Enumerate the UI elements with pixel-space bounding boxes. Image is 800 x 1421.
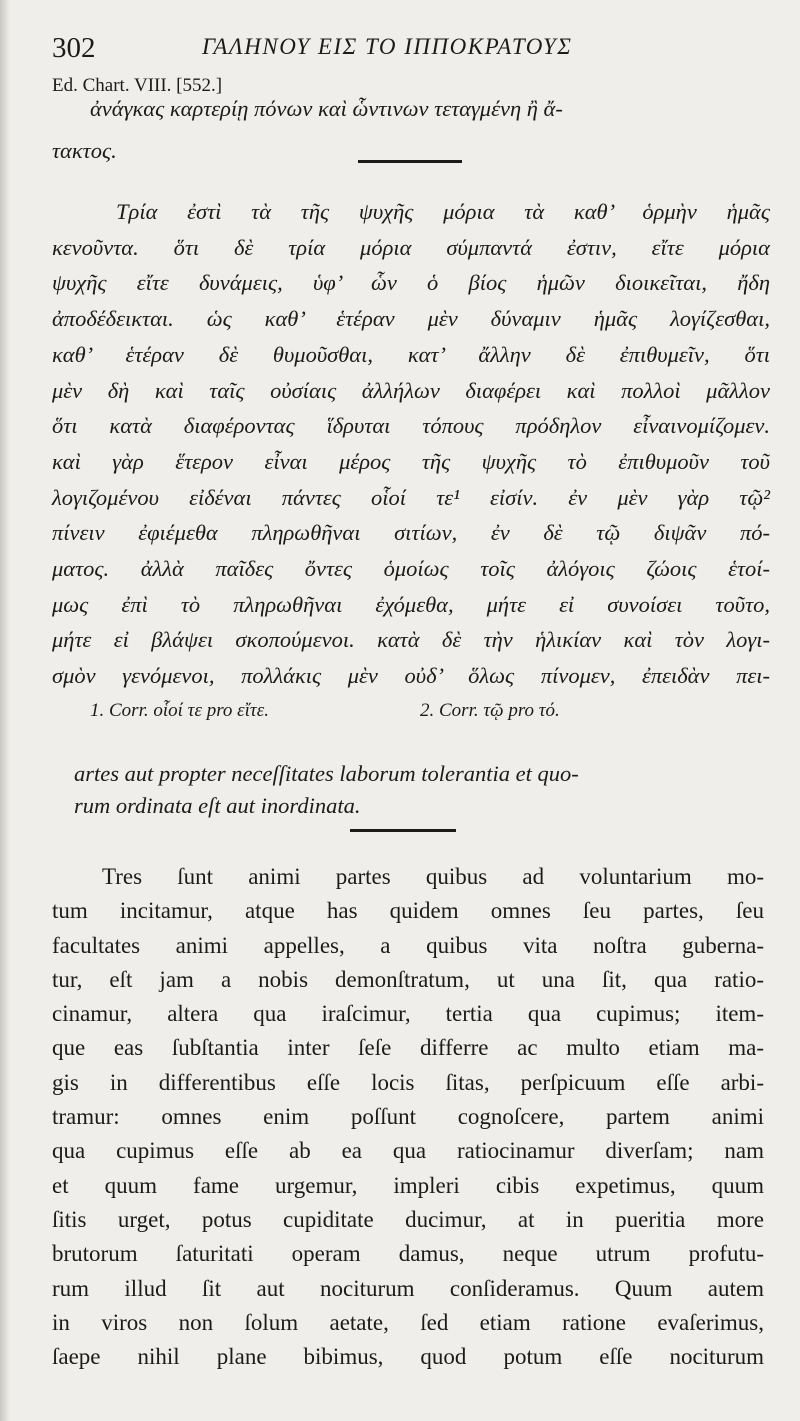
- greek-line: ψυχῆς εἴτε δυνάμεις, ὑφ’ ὧν ὁ βίος ἡμῶν διοικεῖται, ἤδη: [52, 270, 770, 296]
- page-edge-shadow: [0, 0, 10, 1421]
- greek-line: σμὸν γενόμενοι, πολλάκις μὲν οὐδ’ ὅλως πίνομεν, ἐπειδὰν πει-: [52, 663, 770, 689]
- greek-line: μως ἐπὶ τὸ πληρωθῆναι ἐχόμεθα, μήτε εἰ συνοίσει τοῦτο,: [52, 591, 770, 617]
- greek-continuation-line: τακτος.: [52, 138, 117, 163]
- greek-line: ματος. ἀλλὰ παῖδες ὄντες ὁμοίως τοῖς ἀλόγοις ζώοις ἑτοί-: [52, 556, 770, 582]
- edition-reference: Ed. Chart. VIII. [552.]: [52, 75, 223, 96]
- greek-line: ἀποδέδεικται. ὡς καθ’ ἑτέραν μὲν δύναμιν ἡμᾶς λογίζεσθαι,: [52, 306, 770, 332]
- latin-italic-continuation: [74, 758, 764, 822]
- latin-line: facultates animi appelles, a quibus vita noſtra guberna-: [52, 932, 764, 958]
- latin-line: cinamur, altera qua iraſcimur, tertia qua cupimus; item-: [52, 1001, 764, 1027]
- page-number: 302: [52, 32, 96, 64]
- latin-line: et quum fame urgemur, impleri cibis expetimus, quum: [52, 1172, 764, 1198]
- latin-line: tur, eſt jam a nobis demonſtratum, ut una ſit, qua ratio-: [52, 966, 764, 992]
- page-header: [52, 26, 792, 66]
- greek-continuation-line: ἀνάγκας καρτερίῃ πόνων καὶ ὧντινων τεταγμένη ἢ ἄ-: [90, 96, 563, 121]
- latin-line: in viros non ſolum aetate, ſed etiam ratione evaſerimus,: [52, 1309, 764, 1335]
- greek-line: μὲν δὴ καὶ ταῖς οὐσίαις ἀλλήλων διαφέρει καὶ πολλοὶ μᾶλλον: [52, 377, 770, 403]
- latin-line: gis in differentibus eſſe locis ſitas, perſpicuum eſſe arbi-: [52, 1069, 764, 1095]
- greek-line: ὅτι κατὰ διαφέροντας ἵδρυται τόπους πρόδηλον εἶναινομίζομεν.: [52, 413, 770, 439]
- greek-paragraph: [52, 194, 770, 694]
- latin-line: rum illud ſit aut nociturum conſideramus. Quum autem: [52, 1275, 764, 1301]
- latin-italic-line: artes aut propter neceſſitates laborum tolerantia et quo-: [74, 761, 579, 786]
- section-divider: [358, 160, 462, 163]
- greek-line: πίνειν ἐφιέμεθα πληρωθῆναι σιτίων, ἐν δὲ τῷ διψᾶν πό-: [52, 520, 770, 546]
- greek-line: μήτε εἰ βλάψει σκοπούμενοι. κατὰ δὲ τὴν ἡλικίαν καὶ τὸν λογι-: [52, 627, 770, 653]
- latin-line: Tres ſunt animi partes quibus ad voluntarium mo-: [102, 864, 764, 889]
- latin-line: qua cupimus eſſe ab ea qua ratiocinamur diverſam; nam: [52, 1138, 764, 1164]
- footnote-1: 1. Corr. οἷοί τε pro εἴτε.: [90, 700, 269, 721]
- latin-line: ſitis urget, potus cupiditate ducimur, at in pueritia more: [52, 1206, 764, 1232]
- latin-line: brutorum ſaturitati operam damus, neque utrum profutu-: [52, 1241, 764, 1267]
- greek-line: λογιζομένου εἰδέναι πάντες οἷοί τε¹ εἰσίν. ἐν μὲν γὰρ τῷ²: [52, 484, 770, 510]
- latin-line: que eas ſubſtantia inter ſeſe differre ac multo etiam ma-: [52, 1035, 764, 1061]
- latin-italic-line: rum ordinata eſt aut inordinata.: [74, 793, 361, 818]
- greek-line: κενοῦντα. ὅτι δὲ τρία μόρια σύμπαντά ἐστιν, εἴτε μόρια: [52, 234, 770, 260]
- running-title: ΓΑΛΗΝΟΥ ΕΙΣ ΤΟ ΙΠΠΟΚΡΑΤΟΥΣ: [202, 34, 573, 59]
- footnote-2: 2. Corr. τῷ pro τό.: [420, 700, 560, 721]
- greek-line: καθ’ ἑτέραν δὲ θυμοῦσθαι, κατ’ ἄλλην δὲ ἐπιθυμεῖν, ὅτι: [52, 341, 770, 367]
- section-divider: [350, 829, 456, 832]
- greek-line: καὶ γὰρ ἕτερον εἶναι μέρος τῆς ψυχῆς τὸ ἐπιθυμοῦν τοῦ: [52, 448, 770, 474]
- latin-line: tum incitamur, atque has quidem omnes ſeu partes, ſeu: [52, 898, 764, 924]
- latin-paragraph: [52, 860, 764, 1374]
- greek-line: Τρία ἐστὶ τὰ τῆς ψυχῆς μόρια τὰ καθ’ ὁρμὴν ἡμᾶς: [116, 199, 770, 224]
- latin-line: tramur: omnes enim poſſunt cognoſcere, partem animi: [52, 1104, 764, 1130]
- latin-line: ſaepe nihil plane bibimus, quod potum eſſe nociturum: [52, 1344, 764, 1370]
